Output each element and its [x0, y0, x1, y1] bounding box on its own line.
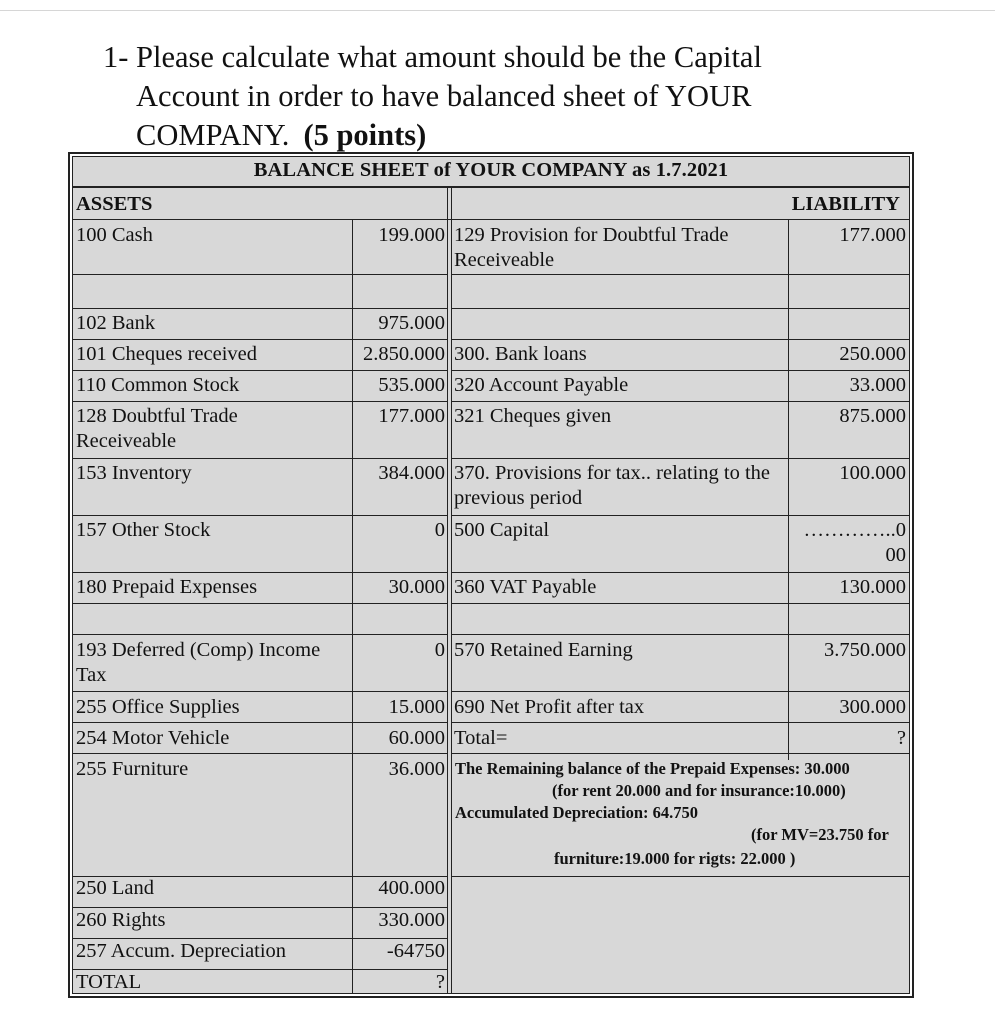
liability-total-value: ?: [896, 727, 906, 749]
question-line-2: Account in order to have balanced sheet of YOUR: [136, 79, 752, 113]
liability-label: 321 Cheques given: [454, 405, 612, 427]
asset-value: -64750: [386, 940, 445, 962]
liability-header: LIABILITY: [791, 193, 900, 215]
liability-row-rule: [452, 515, 910, 516]
assets-row-rule: [72, 603, 447, 604]
liability-row-rule: [452, 308, 910, 309]
note-depreciation-detail-2: furniture:19.000 for rigts: 22.000 ): [554, 849, 796, 868]
liability-row-rule: [452, 634, 910, 635]
liability-row-rule: [452, 722, 910, 723]
asset-label: 100 Cash: [76, 224, 153, 246]
assets-row-rule: [72, 722, 447, 723]
liability-row-rule: [452, 603, 910, 604]
title-rule: [72, 186, 910, 188]
question-line-3: [103, 116, 863, 155]
balance-sheet: [68, 152, 914, 998]
liability-row-rule: [452, 753, 910, 754]
asset-label: 193 Deferred (Comp) Income Tax: [76, 639, 321, 686]
assets-row-rule: [72, 308, 447, 309]
note-depreciation: Accumulated Depreciation: 64.750: [455, 803, 699, 822]
capital-value: …………..0 00: [803, 519, 906, 566]
liability-value: 33.000: [849, 374, 906, 396]
sheet-title: BALANCE SHEET of YOUR COMPANY as 1.7.2021: [253, 159, 729, 181]
capital-label: 500 Capital: [454, 519, 550, 541]
asset-value: 330.000: [378, 909, 445, 931]
asset-label: 255 Furniture: [76, 758, 189, 780]
asset-value: 0: [434, 639, 445, 661]
asset-total-label: TOTAL: [76, 971, 142, 993]
header-rule: [72, 219, 910, 220]
liability-total-label: Total=: [454, 727, 508, 749]
asset-value: 975.000: [378, 312, 445, 334]
liability-label: 129 Provision for Doubtful Trade Receiveable: [454, 224, 729, 271]
liability-value-divider: [788, 220, 789, 760]
note-prepaid: The Remaining balance of the Prepaid Expenses: 30.000: [455, 759, 850, 778]
asset-value: 199.000: [378, 224, 445, 246]
asset-total-value: ?: [435, 971, 445, 993]
liability-row-rule: [452, 274, 910, 275]
asset-label: 157 Other Stock: [76, 519, 211, 541]
asset-label: 255 Office Supplies: [76, 696, 240, 718]
liability-label: 360 VAT Payable: [454, 576, 597, 598]
liability-value: 130.000: [839, 576, 906, 598]
liability-row-rule: [452, 458, 910, 459]
question-text: [103, 38, 863, 155]
asset-label: 128 Doubtful Trade Receiveable: [76, 405, 238, 452]
asset-value: 0: [434, 519, 445, 541]
liability-label: 320 Account Payable: [454, 374, 629, 396]
asset-value: 177.000: [378, 405, 445, 427]
assets-value-divider: [352, 220, 353, 994]
liability-row-rule: [452, 339, 910, 340]
note-depreciation-detail: (for MV=23.750 for: [751, 825, 889, 844]
liability-row-rule: [452, 691, 910, 692]
liability-label: 690 Net Profit after tax: [454, 696, 645, 718]
liability-label: 370. Provisions for tax.. relating to the previous period: [454, 462, 770, 509]
center-divider-left: [447, 188, 448, 994]
asset-value: 60.000: [388, 727, 445, 749]
asset-label: 102 Bank: [76, 312, 156, 334]
assets-header: ASSETS: [76, 193, 153, 215]
assets-row-rule: [72, 458, 447, 459]
assets-row-rule: [72, 691, 447, 692]
asset-value: 400.000: [378, 877, 445, 899]
liability-row-rule: [452, 876, 910, 877]
asset-value: 30.000: [388, 576, 445, 598]
liability-value: 100.000: [839, 462, 906, 484]
asset-label: 153 Inventory: [76, 462, 192, 484]
note-prepaid-detail: (for rent 20.000 and for insurance:10.000): [552, 781, 846, 800]
liability-value: 3.750.000: [824, 639, 906, 661]
assets-row-rule: [72, 370, 447, 371]
liability-value: 300.000: [839, 696, 906, 718]
assets-row-rule: [72, 572, 447, 573]
liability-value: 177.000: [839, 224, 906, 246]
asset-label: 257 Accum. Depreciation: [76, 940, 287, 962]
top-divider: [0, 10, 995, 11]
asset-label: 180 Prepaid Expenses: [76, 576, 258, 598]
question-points: (5 points): [303, 118, 427, 152]
liability-value: 250.000: [839, 343, 906, 365]
asset-label: 101 Cheques received: [76, 343, 258, 365]
asset-label: 250 Land: [76, 877, 154, 899]
assets-row-rule: [72, 339, 447, 340]
asset-value: 384.000: [378, 462, 445, 484]
liability-row-rule: [452, 572, 910, 573]
asset-label: 260 Rights: [76, 909, 166, 931]
asset-label: 254 Motor Vehicle: [76, 727, 230, 749]
question-company: COMPANY.: [136, 118, 290, 152]
assets-row-rule: [72, 401, 447, 402]
assets-row-rule: [72, 515, 447, 516]
asset-value: 2.850.000: [363, 343, 445, 365]
asset-value: 15.000: [388, 696, 445, 718]
liability-label: 570 Retained Earning: [454, 639, 633, 661]
asset-value: 535.000: [378, 374, 445, 396]
asset-value: 36.000: [388, 758, 445, 780]
liability-row-rule: [452, 370, 910, 371]
assets-row-rule: [72, 274, 447, 275]
question-line-1: 1- Please calculate what amount should be the Capital: [103, 40, 762, 74]
liability-value: 875.000: [839, 405, 906, 427]
assets-row-rule: [72, 753, 447, 754]
assets-row-rule: [72, 634, 447, 635]
liability-label: 300. Bank loans: [454, 343, 587, 365]
asset-label: 110 Common Stock: [76, 374, 240, 396]
liability-row-rule: [452, 401, 910, 402]
